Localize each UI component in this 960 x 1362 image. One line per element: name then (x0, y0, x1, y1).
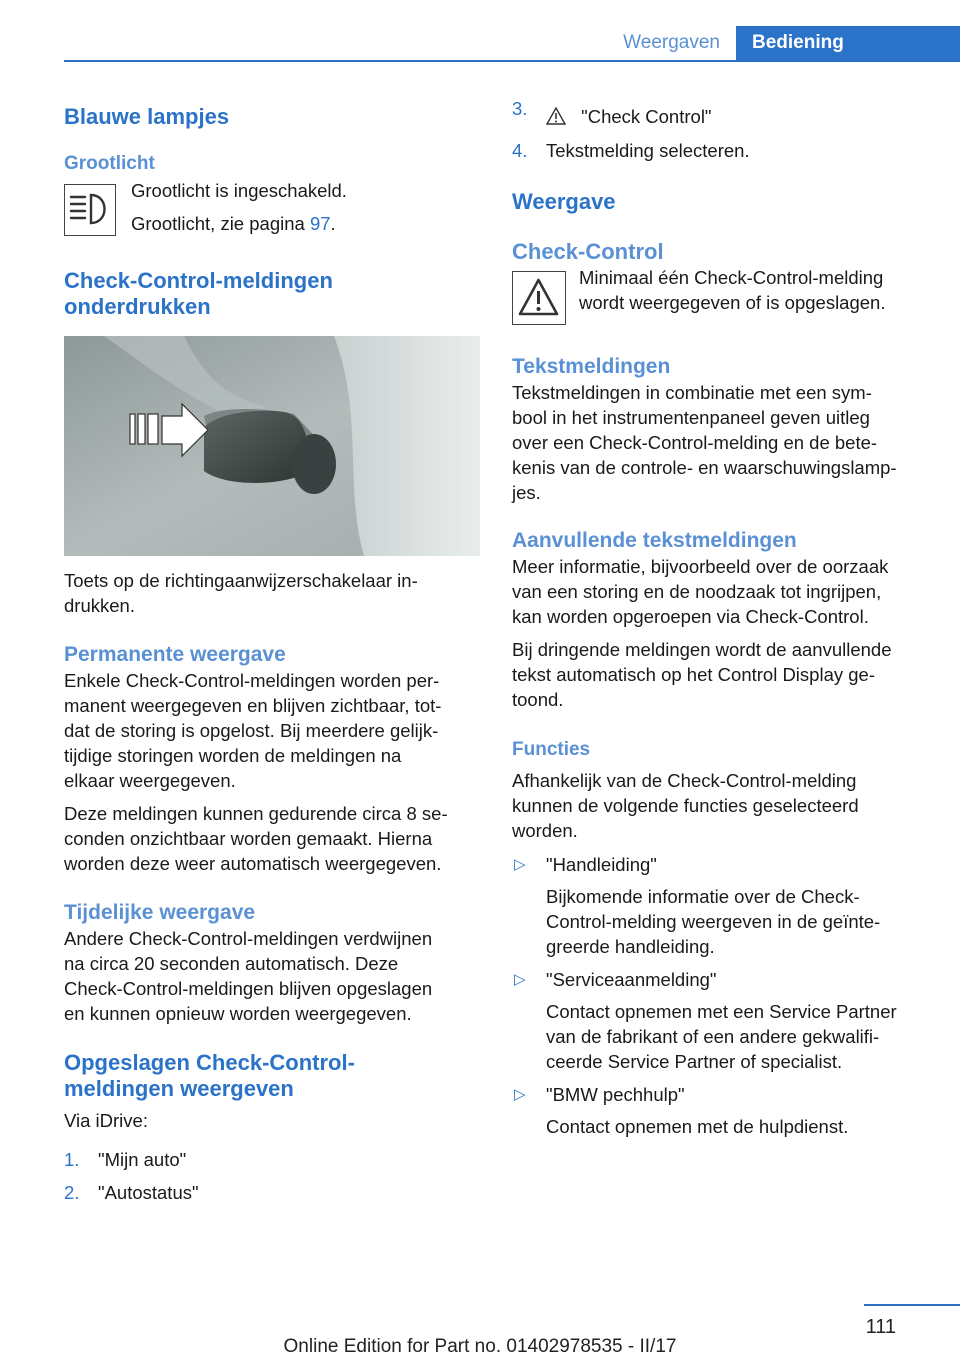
text-line: na circa 20 seconden automatisch. Deze (64, 953, 399, 974)
text-line: Check-Control-meldingen blijven opgeslagen (64, 978, 433, 999)
tijdelijke-paragraph (64, 926, 480, 1026)
text-line: Afhankelijk van de Check-Control-melding (512, 770, 857, 791)
text-line: van de fabrikant of een andere gekwalifi- (546, 1026, 880, 1047)
function-description (546, 999, 928, 1074)
text-line: Meer informatie, bijvoorbeeld over de oorzaak (512, 556, 889, 577)
list-item (512, 967, 928, 1074)
text-line: Contact opnemen met de hulpdienst. (546, 1116, 849, 1137)
text-line: Bijkomende informatie over de Check- (546, 886, 860, 907)
high-beam-icon (64, 184, 116, 236)
toets-text (64, 568, 480, 618)
text-line: worden deze weer automatisch weergegeven. (64, 853, 442, 874)
text-line: dat de storing is opgelost. Bij meerdere gelijk- (64, 720, 439, 741)
text-line: van een storing en de noodzaak tot ingrijpen, (512, 581, 882, 602)
grootlicht-ref-text: Grootlicht, zie pagina (131, 213, 310, 234)
bullet-triangle-icon: ▷ (514, 971, 526, 988)
text-line: jes. (512, 482, 541, 503)
text-line: conden onzichtbaar worden gemaakt. Hierna (64, 828, 433, 849)
grootlicht-line-2 (131, 211, 480, 236)
section-title-aanvullende: Aanvullende tekstmeldingen (512, 529, 797, 552)
onderdrukken-title-line-2: onderdrukken (64, 294, 211, 319)
tekstmeldingen-paragraph (512, 380, 928, 505)
functies-paragraph (512, 768, 928, 843)
menu-item-autostatus: "Autostatus" (98, 1182, 199, 1203)
text-line: wordt weergegeven of is opgeslagen. (579, 292, 886, 313)
edition-footer: Online Edition for Part no. 01402978535 - II/17 (283, 1336, 677, 1357)
permanente-paragraph-2 (64, 801, 480, 876)
opgeslagen-title-line-1: Opgeslagen Check-Control- (64, 1050, 355, 1075)
onderdrukken-title-line-1: Check-Control-meldingen (64, 268, 333, 293)
function-serviceaanmelding (546, 967, 928, 1074)
turn-signal-switch-photo (64, 336, 480, 556)
step-text: Tekstmelding selecteren. (546, 140, 750, 161)
list-item (512, 852, 928, 959)
text-line: kenis van de controle- en waarschuwingslamp- (512, 457, 897, 478)
text-line: tekst automatisch op het Control Display ge- (512, 664, 875, 685)
list-item (512, 96, 928, 131)
warning-triangle-icon (546, 106, 568, 131)
step-number: 3. (512, 98, 528, 119)
footer-rule (864, 1304, 960, 1306)
list-item (512, 1082, 928, 1139)
page-header (64, 26, 960, 62)
function-bmw-pechhulp (546, 1082, 928, 1139)
text-line: Bij dringende meldingen wordt de aanvullende (512, 639, 892, 660)
section-title-tekstmeldingen: Tekstmeldingen (512, 355, 671, 378)
step-number: 2. (64, 1182, 80, 1203)
text-line: manent weergegeven en blijven zichtbaar, tot- (64, 695, 442, 716)
subsection-title-grootlicht: Grootlicht (64, 153, 155, 174)
step-number: 1. (64, 1149, 80, 1170)
section-title-tijdelijke: Tijdelijke weergave (64, 901, 256, 924)
function-handleiding (546, 852, 928, 959)
aanvullende-paragraph-2 (512, 637, 928, 712)
via-idrive-text: Via iDrive: (64, 1110, 148, 1131)
text-line: bool in het instrumentenpaneel geven uitleg (512, 407, 870, 428)
text-line: Deze meldingen kunnen gedurende circa 8 se- (64, 803, 448, 824)
aanvullende-paragraph-1 (512, 554, 928, 629)
text-line: Control-melding weergeven in de geïnte- (546, 911, 881, 932)
section-title-weergave: Weergave (512, 189, 616, 214)
header-rule (64, 60, 960, 62)
text-line: ceerde Service Partner of specialist. (546, 1051, 843, 1072)
text-line: kunnen de volgende functies geselecteerd (512, 795, 859, 816)
header-tab-bediening[interactable]: Bediening (736, 26, 960, 62)
menu-item-mijn-auto: "Mijn auto" (98, 1149, 187, 1170)
check-control-description (579, 265, 928, 315)
opgeslagen-title-line-2: meldingen weergeven (64, 1076, 294, 1101)
function-description (546, 884, 928, 959)
step-number: 4. (512, 140, 528, 161)
page-number: 111 (865, 1316, 896, 1338)
section-title-permanente: Permanente weergave (64, 643, 286, 666)
text-line: tijdige storingen worden de meldingen na (64, 745, 402, 766)
bullet-triangle-icon: ▷ (514, 1086, 526, 1103)
text-line: Tekstmeldingen in combinatie met een sym- (512, 382, 872, 403)
function-title: "BMW pechhulp" (546, 1084, 685, 1105)
bullet-triangle-icon: ▷ (514, 856, 526, 873)
left-column (64, 96, 480, 1205)
list-item (512, 138, 928, 163)
text-line: Contact opnemen met een Service Partner (546, 1001, 897, 1022)
toets-line-1: Toets op de richtingaanwijzerschakelaar in- (64, 570, 418, 591)
text-line: toond. (512, 689, 564, 710)
grootlicht-block (64, 178, 480, 240)
header-tab-weergaven[interactable]: Weergaven (623, 32, 720, 53)
text-line: en kunnen opnieuw worden weergegeven. (64, 1003, 412, 1024)
text-line: Enkele Check-Control-meldingen worden per- (64, 670, 440, 691)
grootlicht-line-1: Grootlicht is ingeschakeld. (131, 180, 347, 201)
text-line: kan worden opgeroepen via Check-Control. (512, 606, 869, 627)
text-line: Minimaal één Check-Control-melding (579, 267, 884, 288)
text-line: Andere Check-Control-meldingen verdwijnen (64, 928, 433, 949)
text-line: elkaar weergegeven. (64, 770, 236, 791)
section-title-functies: Functies (512, 739, 591, 760)
list-item (64, 1180, 480, 1205)
list-item (64, 1147, 480, 1172)
page-link-97[interactable]: 97 (309, 213, 331, 234)
menu-item-check-control (546, 104, 928, 131)
function-description (546, 1114, 928, 1139)
right-column (512, 96, 928, 1139)
section-title-opgeslagen (64, 1050, 480, 1102)
function-title: "Handleiding" (546, 854, 657, 875)
grootlicht-ref-suffix: . (330, 213, 336, 234)
warning-triangle-icon (512, 271, 566, 325)
text-line: greerde handleiding. (546, 936, 715, 957)
section-title-onderdrukken (64, 268, 480, 320)
check-control-label: "Check Control" (581, 106, 712, 127)
permanente-paragraph-1 (64, 668, 480, 793)
text-line: over een Check-Control-melding en de bete- (512, 432, 878, 453)
section-title-blauwe-lampjes: Blauwe lampjes (64, 104, 230, 129)
check-control-block (512, 265, 928, 335)
text-line: worden. (512, 820, 578, 841)
toets-line-2: drukken. (64, 595, 135, 616)
subsection-title-check-control: Check-Control (512, 239, 664, 264)
function-title: "Serviceaanmelding" (546, 969, 717, 990)
